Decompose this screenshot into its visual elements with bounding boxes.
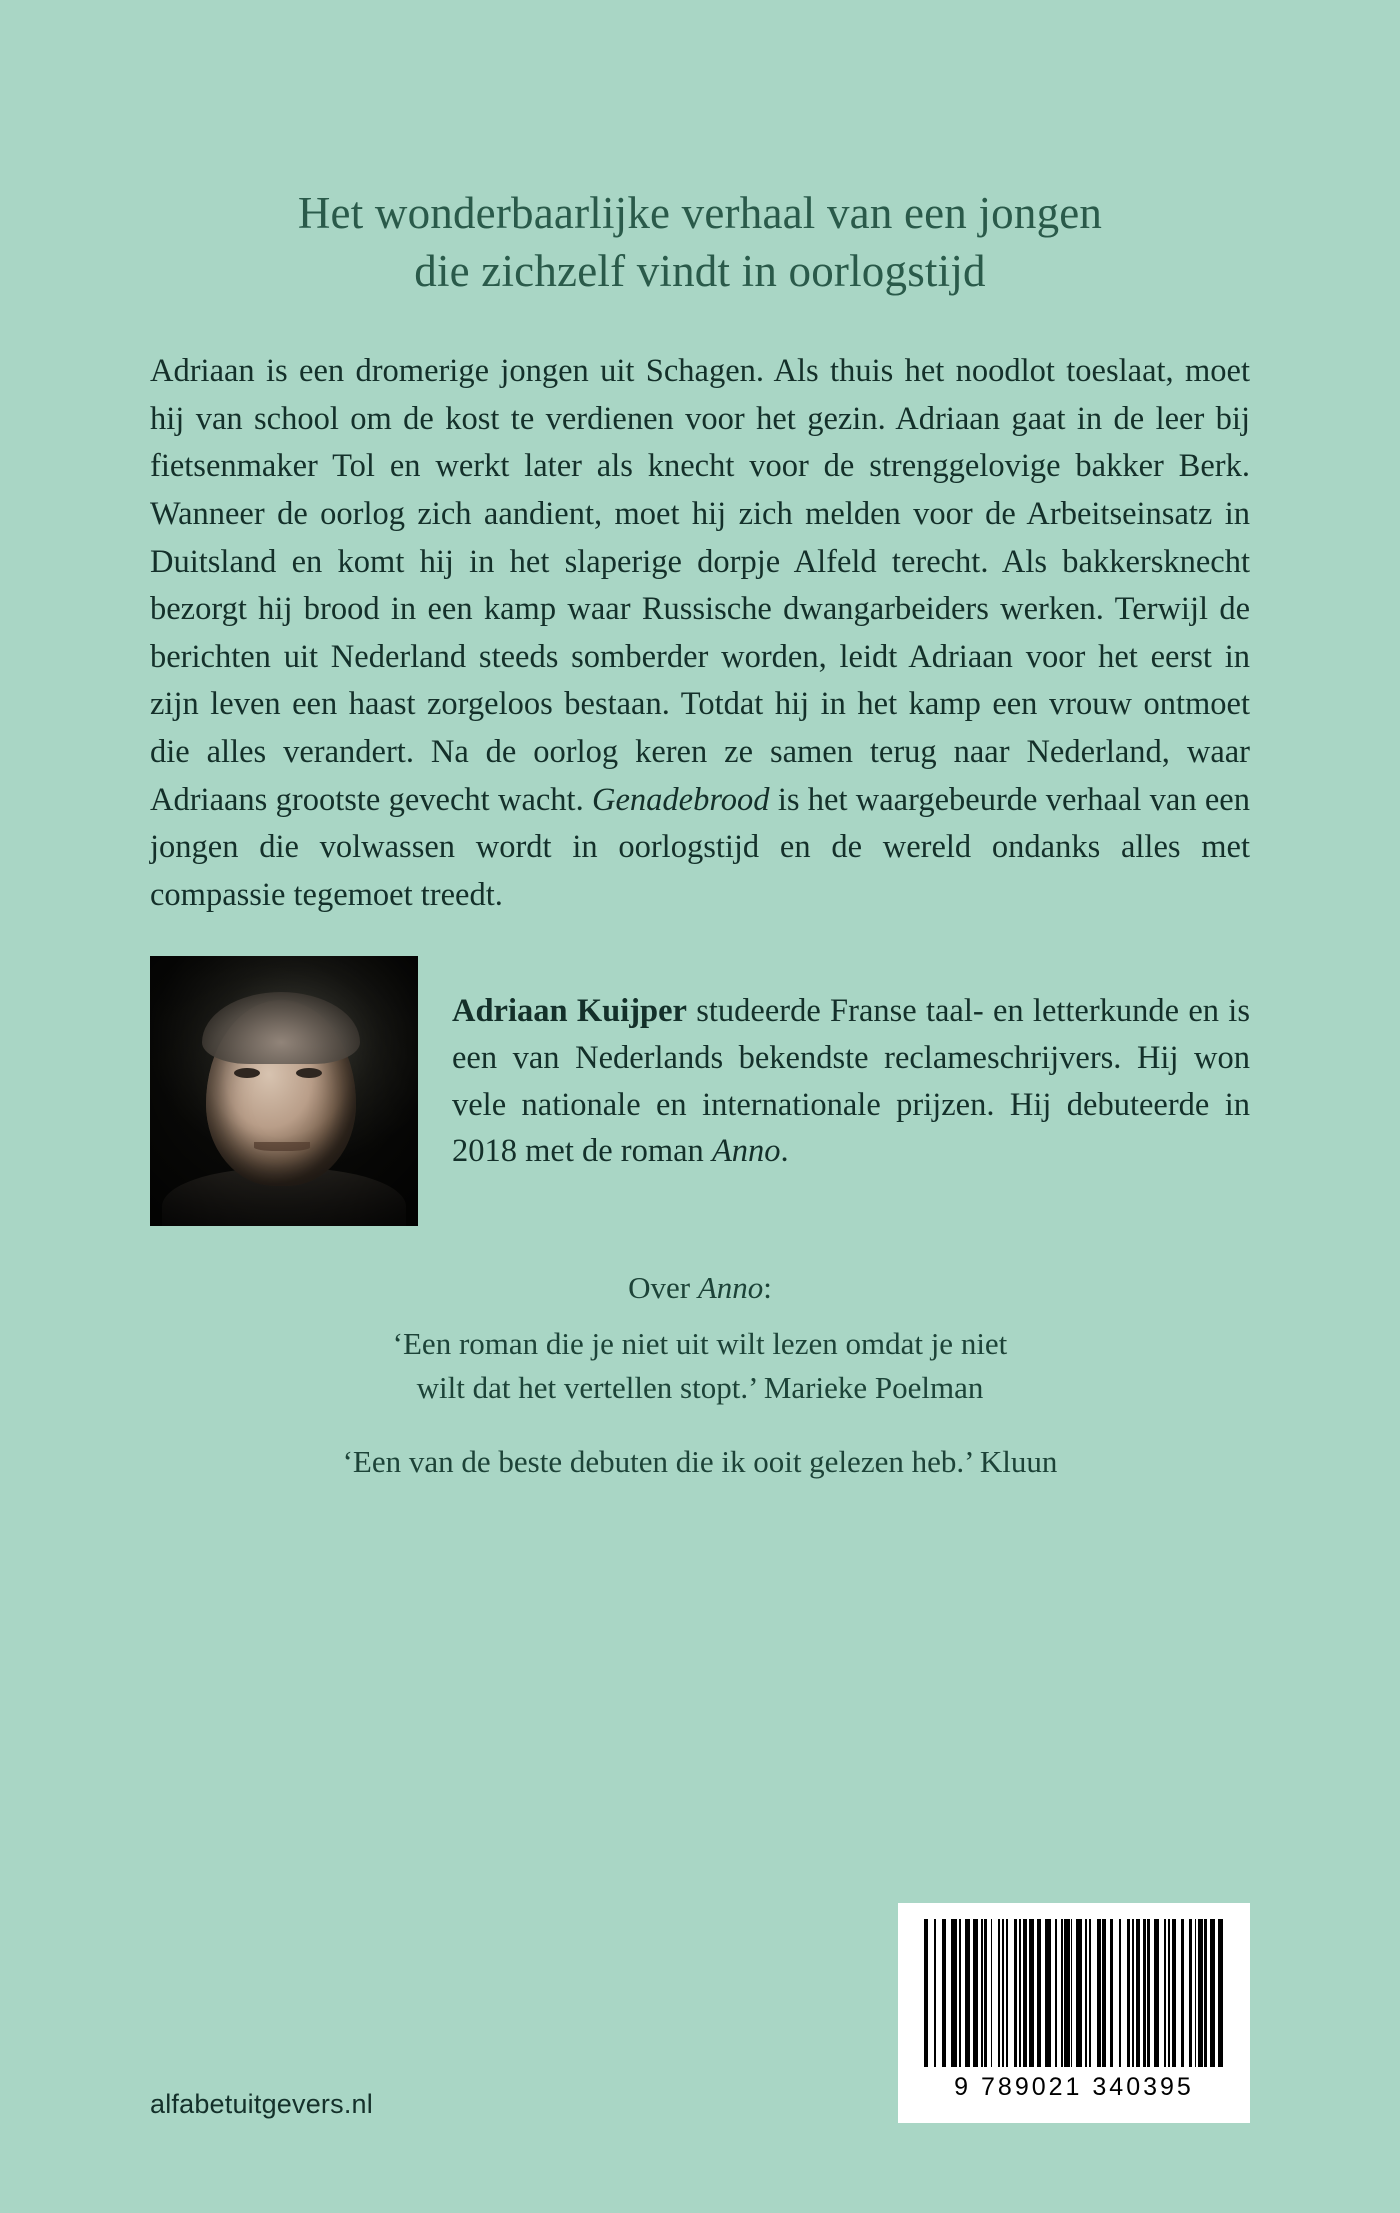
over-title-italic: Anno: [697, 1269, 764, 1305]
previous-book-title-italic: Anno: [711, 1133, 781, 1170]
over-suffix: :: [763, 1269, 772, 1305]
review-quote-1-line-1: ‘Een roman die je niet uit wilt lezen omdat je niet: [392, 1325, 1008, 1361]
over-prefix: Over: [628, 1269, 698, 1305]
review-quotes: [150, 1266, 1250, 1484]
publisher-website: alfabetuitgevers.nl: [150, 2089, 373, 2119]
author-bio-part-2: .: [780, 1133, 789, 1170]
author-bio: [452, 988, 1250, 1175]
cover-content: [150, 0, 1250, 1484]
author-portrait-photo: [150, 956, 418, 1226]
blurb-part-2: is het waargebeurde verhaal van een jongen die volwassen wordt in oorlogstijd en de wereld ondanks alles met compassie tegemoet treedt.: [150, 781, 1250, 913]
author-name: Adriaan Kuijper: [452, 993, 687, 1029]
barcode: [898, 1903, 1250, 2123]
review-quote-1-line-2: wilt dat het vertellen stopt.’ Marieke Poelman: [416, 1369, 984, 1405]
review-quote-2: ‘Een van de beste debuten die ik ooit gelezen heb.’ Kluun: [342, 1443, 1058, 1479]
headline-line-1: Het wonderbaarlijke verhaal van een jongen: [297, 188, 1103, 238]
barcode-bars: [924, 1919, 1224, 2067]
book-title-italic: Genadebrood: [592, 781, 770, 818]
headline-line-2: die zichzelf vindt in oorlogstijd: [414, 245, 986, 296]
quotes-heading: [150, 1266, 1250, 1310]
blurb-paragraph: [150, 348, 1250, 919]
review-quote-1: [290, 1322, 1110, 1410]
barcode-number: 9 789021 340395: [954, 2073, 1194, 2101]
author-block: [150, 956, 1250, 1226]
page-title: [150, 185, 1250, 300]
author-bio-part-1: studeerde Franse taal- en letterkunde en is een van Nederlands bekendste reclameschrijvers. Hij won vele nationale en internationale prijzen. Hij debuteerde in 2018 met de roman: [452, 993, 1250, 1170]
blurb-part-1: Adriaan is een dromerige jongen uit Schagen. Als thuis het noodlot toeslaat, moet hij van school om de kost te verdienen voor het gezin. Adriaan gaat in de leer bij fietsenmaker Tol en werkt later als knecht voor de strenggelovige bakker Berk. Wanneer de oorlog zich aandient, moet hij zich melden voor de Arbeitseinsatz in Duitsland en komt hij in het slaperige dorpje Alfeld terecht. Als bakkersknecht bezorgt hij brood in een kamp waar Russische dwangarbeiders werken. Terwijl de berichten uit Nederland steeds somberder worden, leidt Adriaan voor het eerst in zijn leven een haast zorgeloos bestaan. Totdat hij in het kamp een vrouw ontmoet die alles verandert. Na de oorlog keren ze samen terug naar Nederland, waar Adriaans grootste gevecht wacht.: [150, 353, 1250, 818]
